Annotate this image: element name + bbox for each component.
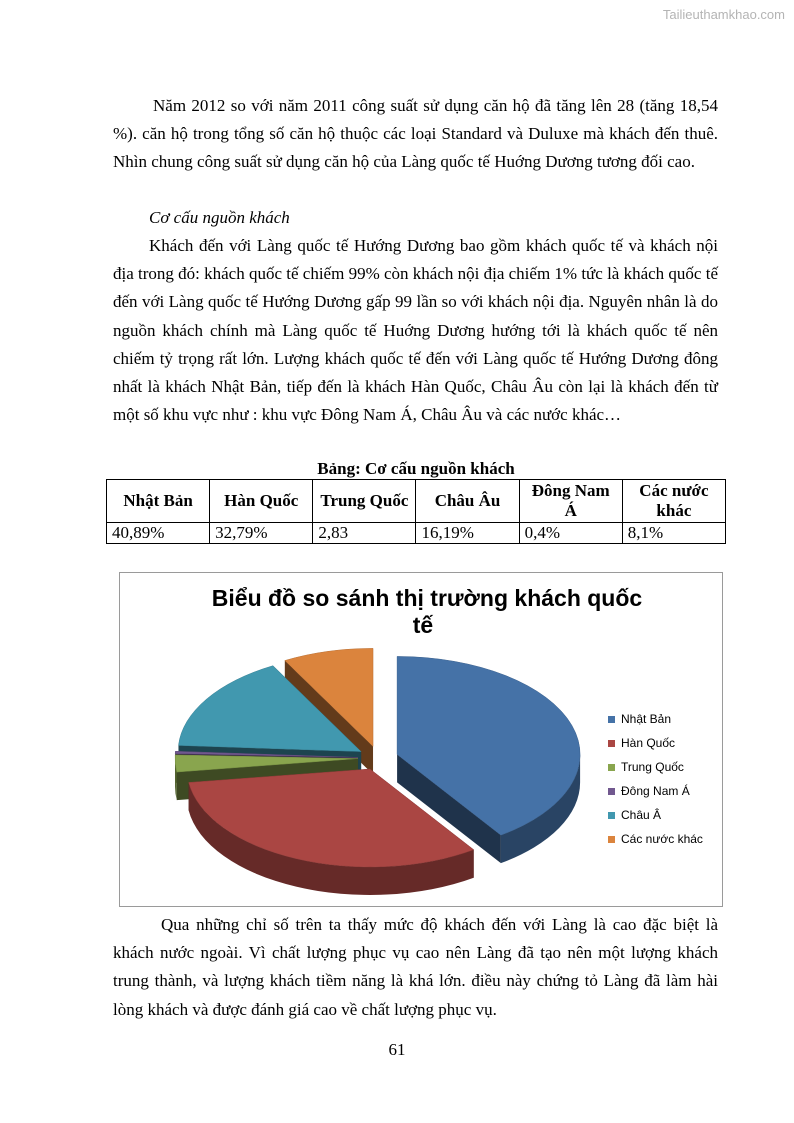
page-number: 61 bbox=[388, 1040, 406, 1059]
table-header-cell: Các nước khác bbox=[622, 480, 725, 523]
table-header-cell: Hàn Quốc bbox=[210, 480, 313, 523]
legend-item bbox=[608, 755, 703, 779]
table-cell: 40,89% bbox=[107, 523, 210, 544]
table-header-cell: Trung Quốc bbox=[313, 480, 416, 523]
table-header-row bbox=[107, 480, 726, 523]
table-cell: 8,1% bbox=[622, 523, 725, 544]
table-header-cell: Đông Nam Á bbox=[519, 480, 622, 523]
table-header-cell: Châu Âu bbox=[416, 480, 519, 523]
chart-legend bbox=[608, 707, 703, 851]
pie-chart bbox=[119, 572, 723, 907]
legend-swatch bbox=[608, 716, 615, 723]
legend-item bbox=[608, 779, 703, 803]
watermark: Tailieuthamkhao.com bbox=[662, 7, 785, 22]
paragraph-conclusion: Qua những chỉ số trên ta thấy mức độ khách đến với Làng là cao đặc biệt là khách nước ngoài. Vì chất lượng phục vụ cao nên Làng đã tạo nên một lượng khách trung thành, và lượng khách tiềm năng là khá lớn. điều này chứng tỏ Làng đã làm hài lòng khách và được đánh giá cao về chất lượng phục vụ. bbox=[113, 915, 718, 1019]
legend-swatch bbox=[608, 764, 615, 771]
legend-item bbox=[608, 827, 703, 851]
table-cell: 0,4% bbox=[519, 523, 622, 544]
guest-source-table bbox=[106, 479, 726, 544]
pie-slices bbox=[175, 648, 580, 895]
legend-label: Trung Quốc bbox=[621, 760, 684, 774]
table-header-cell: Nhật Bản bbox=[107, 480, 210, 523]
legend-item bbox=[608, 731, 703, 755]
chart-title-line-1: Biểu đồ so sánh thị trường khách quốc bbox=[211, 585, 643, 611]
subheading-guest-structure: Cơ cấu nguồn khách bbox=[149, 208, 290, 227]
legend-label: Nhật Bản bbox=[621, 712, 672, 726]
table-row bbox=[107, 523, 726, 544]
chart-title-line-2: tế bbox=[412, 612, 434, 638]
legend-label: Châu Â bbox=[621, 808, 662, 822]
table-cell: 2,83 bbox=[313, 523, 416, 544]
legend-item bbox=[608, 707, 703, 731]
table-cell: 16,19% bbox=[416, 523, 519, 544]
legend-label: Hàn Quốc bbox=[621, 736, 676, 750]
legend-swatch bbox=[608, 812, 615, 819]
legend-swatch bbox=[608, 788, 615, 795]
legend-swatch bbox=[608, 740, 615, 747]
table-caption: Bảng: Cơ cấu nguồn khách bbox=[317, 459, 515, 478]
paragraph-occupancy: Năm 2012 so với năm 2011 công suất sử dụng căn hộ đã tăng lên 28 (tăng 18,54 %). căn hộ trong tổng số căn hộ thuộc các loại Standard và Duluxe mà khách đến thuê. Nhìn chung công suất sử dụng căn hộ của Làng quốc tế Huớng Dương tương đối cao. bbox=[113, 96, 718, 172]
legend-label: Các nước khác bbox=[621, 832, 703, 846]
legend-item bbox=[608, 803, 703, 827]
legend-swatch bbox=[608, 836, 615, 843]
table-cell: 32,79% bbox=[210, 523, 313, 544]
legend-label: Đông Nam Á bbox=[621, 784, 690, 798]
paragraph-guest-structure: Khách đến với Làng quốc tế Hướng Dương bao gồm khách quốc tế và khách nội địa trong đó: khách quốc tế chiếm 99% còn khách nội địa chiếm 1% tức là khách quốc tế đến với Làng quốc tế Hướng Dương gấp 99 lần so với khách nội địa. Nguyên nhân là do nguồn khách chính mà Làng quốc tế Huớng Dương hướng tới là khách quốc tế nên chiếm tỷ trọng rất lớn. Lượng khách quốc tế đến với Làng quốc tế Hướng Dương đông nhất là khách Nhật Bản, tiếp đến là khách Hàn Quốc, Châu Âu còn lại là khách đến từ một số khu vực như : khu vực Đông Nam Á, Châu Âu và các nước khác… bbox=[113, 236, 718, 425]
